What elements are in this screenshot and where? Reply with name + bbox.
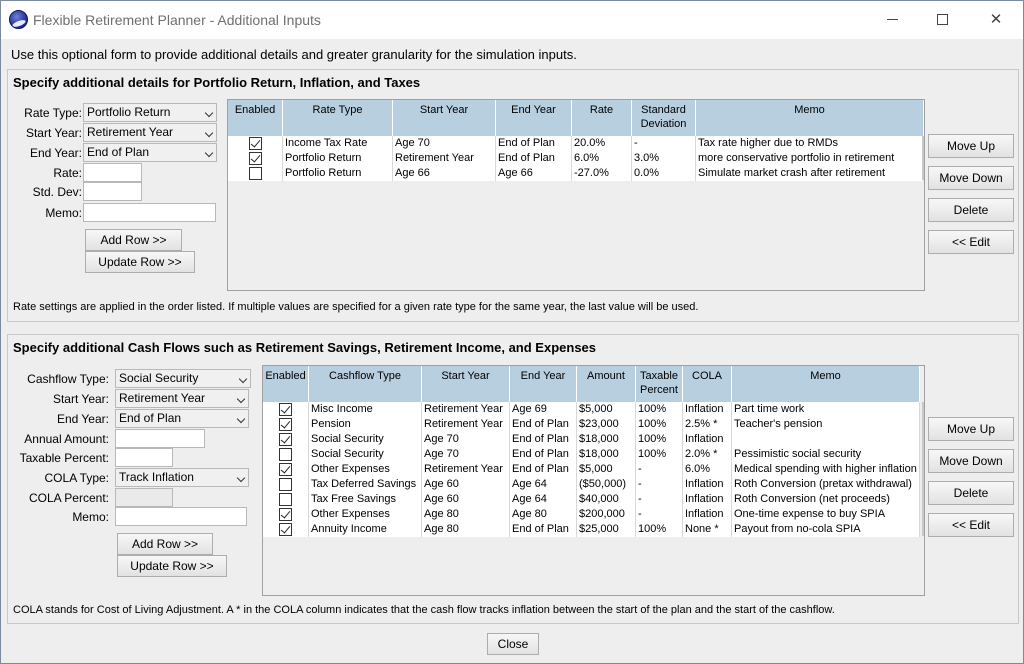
table-cell: Portfolio Return bbox=[283, 151, 393, 166]
table-cell: $200,000 bbox=[577, 507, 636, 522]
table-cell: 2.5% * bbox=[683, 417, 732, 432]
table-cell: End of Plan bbox=[510, 462, 577, 477]
rates-table-header bbox=[228, 100, 924, 136]
minimize-icon bbox=[887, 19, 898, 20]
table-cell: Pension bbox=[309, 417, 422, 432]
table-cell: Age 66 bbox=[393, 166, 496, 181]
cashflow-type-value: Social Security bbox=[119, 371, 199, 385]
table-cell: Retirement Year bbox=[422, 417, 510, 432]
table-cell: Age 64 bbox=[510, 477, 577, 492]
cf-start-year-label: Start Year: bbox=[52, 392, 109, 406]
table-cell: End of Plan bbox=[510, 417, 577, 432]
title-bar[interactable] bbox=[1, 1, 1023, 39]
cf-start-year-value: Retirement Year bbox=[119, 391, 206, 405]
table-row[interactable] bbox=[228, 166, 924, 181]
table-row[interactable] bbox=[263, 522, 920, 537]
enabled-cell[interactable] bbox=[263, 477, 309, 492]
table-cell: Social Security bbox=[309, 447, 422, 462]
table-cell: Age 60 bbox=[422, 477, 510, 492]
table-cell: $23,000 bbox=[577, 417, 636, 432]
chevron-down-icon bbox=[205, 149, 213, 157]
col-memo[interactable]: Memo bbox=[696, 100, 924, 136]
table-row[interactable] bbox=[263, 432, 920, 447]
table-cell: Other Expenses bbox=[309, 507, 422, 522]
table-cell: 100% bbox=[636, 447, 683, 462]
table-cell: Age 70 bbox=[422, 432, 510, 447]
cf-start-year-select[interactable] bbox=[115, 389, 249, 408]
app-globe-icon bbox=[9, 10, 28, 29]
col-enabled[interactable]: Enabled bbox=[228, 100, 283, 136]
table-cell bbox=[732, 432, 920, 447]
enabled-cell[interactable] bbox=[263, 402, 309, 417]
cola-percent-label: COLA Percent: bbox=[28, 491, 109, 505]
rate-type-select[interactable] bbox=[83, 103, 217, 122]
cashflows-table-header bbox=[263, 366, 920, 402]
intro-text: Use this optional form to provide additional details and greater granularity for the simulation inputs. bbox=[11, 47, 577, 62]
chevron-down-icon bbox=[205, 129, 213, 137]
table-cell: Simulate market crash after retirement bbox=[696, 166, 924, 181]
table-cell: 100% bbox=[636, 417, 683, 432]
update-cashflow-row-button[interactable]: Update Row >> bbox=[117, 555, 227, 577]
table-cell: Inflation bbox=[683, 477, 732, 492]
memo-label: Memo: bbox=[45, 206, 82, 220]
table-cell: 100% bbox=[636, 432, 683, 447]
table-cell: - bbox=[636, 492, 683, 507]
table-cell: Age 80 bbox=[510, 507, 577, 522]
end-year-label: End Year: bbox=[29, 146, 82, 160]
cola-percent-input[interactable] bbox=[115, 488, 173, 507]
table-cell: Medical spending with higher inflation bbox=[732, 462, 920, 477]
close-window-button[interactable] bbox=[973, 1, 1019, 37]
table-cell: Income Tax Rate bbox=[283, 136, 393, 151]
cf-memo-label: Memo: bbox=[72, 510, 109, 524]
enabled-checkbox[interactable] bbox=[279, 493, 292, 506]
table-cell: Age 64 bbox=[510, 492, 577, 507]
table-cell: 100% bbox=[636, 402, 683, 417]
rates-panel bbox=[7, 69, 1019, 322]
rates-section-title: Specify additional details for Portfolio Return, Inflation, and Taxes bbox=[13, 75, 421, 90]
end-year-value: End of Plan bbox=[87, 145, 150, 159]
table-cell: ($50,000) bbox=[577, 477, 636, 492]
enabled-checkbox[interactable] bbox=[279, 433, 292, 446]
enabled-cell[interactable] bbox=[228, 136, 283, 151]
table-cell: Other Expenses bbox=[309, 462, 422, 477]
enabled-cell[interactable] bbox=[263, 417, 309, 432]
table-row[interactable] bbox=[263, 447, 920, 462]
table-cell: Part time work bbox=[732, 402, 920, 417]
col-cashflow-type[interactable]: Cashflow Type bbox=[309, 366, 422, 402]
table-cell: Age 70 bbox=[422, 447, 510, 462]
table-cell: 3.0% bbox=[632, 151, 696, 166]
col-rate-type[interactable]: Rate Type bbox=[283, 100, 393, 136]
enabled-checkbox[interactable] bbox=[279, 448, 292, 461]
table-row[interactable] bbox=[263, 417, 920, 432]
chevron-down-icon bbox=[237, 415, 245, 423]
cashflows-scrollbar[interactable] bbox=[922, 402, 924, 536]
annual-amount-input[interactable] bbox=[115, 429, 205, 448]
enabled-checkbox[interactable] bbox=[279, 403, 292, 416]
rates-move-up-button[interactable]: Move Up bbox=[928, 134, 1014, 158]
enabled-checkbox[interactable] bbox=[279, 463, 292, 476]
chevron-down-icon bbox=[237, 474, 245, 482]
col-taxable-percent[interactable]: Taxable Percent bbox=[636, 366, 683, 402]
maximize-icon bbox=[937, 14, 948, 25]
table-cell: Age 69 bbox=[510, 402, 577, 417]
table-cell: Social Security bbox=[309, 432, 422, 447]
table-row[interactable] bbox=[263, 492, 920, 507]
enabled-checkbox[interactable] bbox=[249, 152, 262, 165]
table-cell: Retirement Year bbox=[422, 462, 510, 477]
table-cell: Inflation bbox=[683, 402, 732, 417]
table-cell: $5,000 bbox=[577, 402, 636, 417]
table-row[interactable] bbox=[228, 151, 924, 166]
end-year-select[interactable] bbox=[83, 143, 217, 162]
enabled-cell[interactable] bbox=[228, 166, 283, 181]
table-cell: $25,000 bbox=[577, 522, 636, 537]
close-icon: ✕ bbox=[989, 11, 1003, 28]
table-cell: Retirement Year bbox=[393, 151, 496, 166]
table-cell: Inflation bbox=[683, 492, 732, 507]
cashflow-type-label: Cashflow Type: bbox=[27, 372, 109, 386]
enabled-checkbox[interactable] bbox=[279, 418, 292, 431]
update-rate-row-button[interactable]: Update Row >> bbox=[85, 251, 195, 273]
enabled-cell[interactable] bbox=[263, 507, 309, 522]
table-cell: - bbox=[636, 507, 683, 522]
enabled-checkbox[interactable] bbox=[279, 523, 292, 536]
minimize-button[interactable] bbox=[869, 1, 915, 37]
table-cell: Inflation bbox=[683, 432, 732, 447]
enabled-cell[interactable] bbox=[228, 151, 283, 166]
rates-table bbox=[227, 99, 925, 291]
table-row[interactable] bbox=[263, 462, 920, 477]
table-cell: Retirement Year bbox=[422, 402, 510, 417]
table-cell: -27.0% bbox=[572, 166, 632, 181]
table-cell: $40,000 bbox=[577, 492, 636, 507]
table-cell: more conservative portfolio in retirement bbox=[696, 151, 924, 166]
rates-note: Rate settings are applied in the order listed. If multiple values are specified for a given rate type for the same year, the last value will be used. bbox=[13, 301, 699, 313]
col-end-year[interactable]: End Year bbox=[510, 366, 577, 402]
table-cell: End of Plan bbox=[496, 151, 572, 166]
cf-end-year-label: End Year: bbox=[56, 412, 109, 426]
enabled-cell[interactable] bbox=[263, 492, 309, 507]
table-cell: Roth Conversion (net proceeds) bbox=[732, 492, 920, 507]
table-cell: End of Plan bbox=[510, 432, 577, 447]
table-cell: Annuity Income bbox=[309, 522, 422, 537]
cf-memo-input[interactable] bbox=[115, 507, 247, 526]
chevron-down-icon bbox=[239, 375, 247, 383]
start-year-value: Retirement Year bbox=[87, 125, 174, 139]
table-cell: 20.0% bbox=[572, 136, 632, 151]
table-row[interactable] bbox=[228, 136, 924, 151]
start-year-select[interactable] bbox=[83, 123, 217, 142]
table-cell: Tax rate higher due to RMDs bbox=[696, 136, 924, 151]
cola-type-label: COLA Type: bbox=[44, 471, 109, 485]
col-cola[interactable]: COLA bbox=[683, 366, 732, 402]
table-cell: 6.0% bbox=[572, 151, 632, 166]
add-rate-row-button[interactable]: Add Row >> bbox=[85, 229, 182, 251]
rate-label: Rate: bbox=[53, 166, 82, 180]
table-cell: Pessimistic social security bbox=[732, 447, 920, 462]
table-row[interactable] bbox=[263, 507, 920, 522]
table-cell: $5,000 bbox=[577, 462, 636, 477]
table-cell: Tax Free Savings bbox=[309, 492, 422, 507]
taxable-percent-input[interactable] bbox=[115, 448, 173, 467]
col-amount[interactable]: Amount bbox=[577, 366, 636, 402]
chevron-down-icon bbox=[205, 109, 213, 117]
cashflows-table-body bbox=[263, 402, 920, 537]
table-cell: - bbox=[632, 136, 696, 151]
cf-edit-button[interactable]: << Edit bbox=[928, 513, 1014, 537]
cashflows-section-title: Specify additional Cash Flows such as Retirement Savings, Retirement Income, and Expenses bbox=[13, 340, 597, 355]
table-cell: - bbox=[636, 477, 683, 492]
table-cell: $18,000 bbox=[577, 432, 636, 447]
cf-move-up-button[interactable]: Move Up bbox=[928, 417, 1014, 441]
col-memo[interactable]: Memo bbox=[732, 366, 920, 402]
col-start-year[interactable]: Start Year bbox=[393, 100, 496, 136]
table-cell: Roth Conversion (pretax withdrawal) bbox=[732, 477, 920, 492]
rate-input[interactable] bbox=[83, 163, 142, 182]
rate-type-value: Portfolio Return bbox=[87, 105, 171, 119]
taxable-percent-label: Taxable Percent: bbox=[19, 451, 109, 465]
rates-move-down-button[interactable]: Move Down bbox=[928, 166, 1014, 190]
annual-amount-label: Annual Amount: bbox=[24, 432, 109, 446]
col-enabled[interactable]: Enabled bbox=[263, 366, 309, 402]
table-cell: Age 60 bbox=[422, 492, 510, 507]
enabled-checkbox[interactable] bbox=[249, 167, 262, 180]
close-button[interactable]: Close bbox=[487, 633, 539, 655]
table-cell: None * bbox=[683, 522, 732, 537]
table-cell: Payout from no-cola SPIA bbox=[732, 522, 920, 537]
table-cell: Tax Deferred Savings bbox=[309, 477, 422, 492]
table-cell: $18,000 bbox=[577, 447, 636, 462]
table-cell: - bbox=[636, 462, 683, 477]
cola-note: COLA stands for Cost of Living Adjustment. A * in the COLA column indicates that the cash flow tracks inflation between the start of the plan and the start of the cashflow. bbox=[13, 604, 835, 616]
start-year-label: Start Year: bbox=[25, 126, 82, 140]
enabled-checkbox[interactable] bbox=[279, 508, 292, 521]
table-cell: One-time expense to buy SPIA bbox=[732, 507, 920, 522]
enabled-checkbox[interactable] bbox=[279, 478, 292, 491]
col-rate[interactable]: Rate bbox=[572, 100, 632, 136]
cf-end-year-select[interactable] bbox=[115, 409, 249, 428]
enabled-checkbox[interactable] bbox=[249, 137, 262, 150]
enabled-cell[interactable] bbox=[263, 522, 309, 537]
table-row[interactable] bbox=[263, 477, 920, 492]
table-cell: Age 80 bbox=[422, 522, 510, 537]
cf-end-year-value: End of Plan bbox=[119, 411, 182, 425]
cf-move-down-button[interactable]: Move Down bbox=[928, 449, 1014, 473]
std-dev-input[interactable] bbox=[83, 182, 142, 201]
memo-input[interactable] bbox=[83, 203, 216, 222]
rates-edit-button[interactable]: << Edit bbox=[928, 230, 1014, 254]
table-cell: 0.0% bbox=[632, 166, 696, 181]
table-cell: Age 66 bbox=[496, 166, 572, 181]
col-end-year[interactable]: End Year bbox=[496, 100, 572, 136]
table-cell: Inflation bbox=[683, 507, 732, 522]
cashflow-type-select[interactable] bbox=[115, 369, 251, 388]
cola-type-select[interactable] bbox=[115, 468, 249, 487]
maximize-button[interactable] bbox=[919, 1, 965, 37]
cf-delete-button[interactable]: Delete bbox=[928, 481, 1014, 505]
table-cell: 2.0% * bbox=[683, 447, 732, 462]
table-cell: Misc Income bbox=[309, 402, 422, 417]
table-cell: Portfolio Return bbox=[283, 166, 393, 181]
col-std-dev[interactable]: Standard Deviation bbox=[632, 100, 696, 136]
enabled-cell[interactable] bbox=[263, 432, 309, 447]
rates-delete-button[interactable]: Delete bbox=[928, 198, 1014, 222]
table-cell: Age 80 bbox=[422, 507, 510, 522]
table-cell: Age 70 bbox=[393, 136, 496, 151]
cashflows-table bbox=[262, 365, 925, 596]
enabled-cell[interactable] bbox=[263, 462, 309, 477]
window-title: Flexible Retirement Planner - Additional Inputs bbox=[33, 12, 321, 28]
table-cell: 100% bbox=[636, 522, 683, 537]
table-cell: Teacher's pension bbox=[732, 417, 920, 432]
table-cell: End of Plan bbox=[510, 522, 577, 537]
std-dev-label: Std. Dev: bbox=[32, 185, 82, 199]
rates-scrollbar[interactable] bbox=[922, 136, 924, 180]
enabled-cell[interactable] bbox=[263, 447, 309, 462]
add-cashflow-row-button[interactable]: Add Row >> bbox=[117, 533, 213, 555]
col-start-year[interactable]: Start Year bbox=[422, 366, 510, 402]
rate-type-label: Rate Type: bbox=[24, 106, 82, 120]
chevron-down-icon bbox=[237, 395, 245, 403]
table-cell: End of Plan bbox=[496, 136, 572, 151]
table-cell: End of Plan bbox=[510, 447, 577, 462]
table-row[interactable] bbox=[263, 402, 920, 417]
cola-type-value: Track Inflation bbox=[119, 470, 194, 484]
cashflows-panel bbox=[7, 334, 1019, 624]
table-cell: 6.0% bbox=[683, 462, 732, 477]
rates-table-body bbox=[228, 136, 924, 181]
